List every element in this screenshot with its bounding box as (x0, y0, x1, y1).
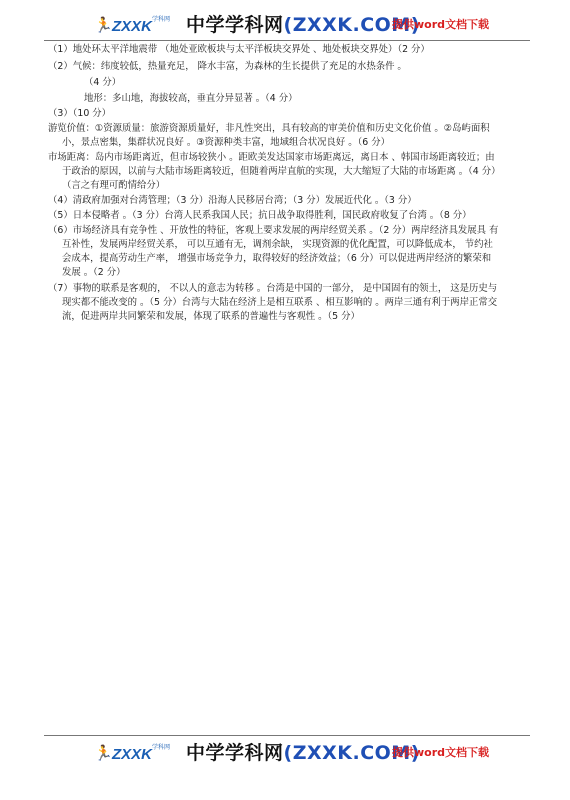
answer-line: （7）事物的联系是客观的， 不以人的意志为转移 。台湾是中国的一部分， 是中国固有的领土， 这是历史与 (48, 283, 498, 294)
download-note: 提供word文档下载 (392, 746, 490, 759)
answer-line: 于政治的原因，以前与大陆市场距离较近，但随着两岸直航的实现，大大缩短了大陆的市场距离 。（4 分） (62, 166, 501, 177)
answer-line: 游览价值：①资源质量：旅游资源质量好，非凡性突出，具有较高的审美价值和历史文化价值 。②岛屿面积 (48, 123, 490, 134)
answer-line: （1）地处环太平洋地震带 （地处亚欧板块与太平洋板块交界处 、地处板块交界处）（2 分） (48, 44, 430, 55)
answer-line: 小，景点密集，集群状况良好 。③资源种类丰富，地域组合状况良好 。（6 分） (62, 137, 390, 148)
site-name: 中学学科网 (186, 742, 284, 764)
answer-line: 发展 。（2 分） (62, 267, 126, 278)
answer-line: 地形：多山地，海拔较高，垂直分异显著 。（4 分） (84, 93, 298, 104)
answer-line: 现实都不能改变的 。（5 分）台湾与大陆在经济上是相互联系 、相互影响的 。两岸三通有利于两岸正常交 (62, 297, 498, 308)
logo-sub: 学科网 (152, 16, 171, 23)
page-footer (0, 736, 570, 770)
zxxk-logo (94, 742, 176, 766)
answer-line: 互补性，发展两岸经贸关系， 可以互通有无，调剂余缺， 实现资源的优化配置，可以降低成本， 节约社 (62, 239, 493, 250)
logo-text: ZXXK (112, 746, 153, 763)
answer-line: 流，促进两岸共同繁荣和发展，体现了联系的普遍性与客观性 。（5 分） (62, 311, 360, 322)
site-title (186, 738, 420, 765)
answer-line: 会成本，提高劳动生产率， 增强市场竞争力，取得较好的经济效益；（6 分）可以促进两岸经济的繁荣和 (62, 253, 492, 264)
answer-line: （3）（10 分） (48, 108, 112, 119)
logo-text: ZXXK (112, 18, 153, 35)
site-name: 中学学科网 (186, 14, 284, 36)
answer-line: 市场距离：岛内市场距离近，但市场较狭小 。距欧美发达国家市场距离远，离日本 、韩国市场距离较近；由 (48, 152, 495, 163)
answer-line: （2）气候：纬度较低，热量充足， 降水丰富，为森林的生长提供了充足的水热条件 。 (48, 61, 407, 72)
answer-line: （4）清政府加强对台湾管理；（3 分）沿海人民移居台湾；（3 分）发展近代化 。（3 分） (48, 195, 417, 206)
answer-line: （6）市场经济具有竞争性 、开放性的特征，客观上要求发展的两岸经贸关系 。（2 分）两岸经济具发展具 有 (48, 225, 499, 236)
logo-figure-icon: 🏃 (94, 16, 113, 34)
site-domain: (ZXXK.COM) (283, 742, 420, 764)
answer-line: （4 分） (84, 77, 122, 88)
answer-line: （言之有理可酌情给分） (62, 180, 166, 191)
download-note: 提供word文档下载 (392, 18, 490, 31)
logo-figure-icon: 🏃 (94, 744, 113, 762)
logo-sub: 学科网 (152, 744, 171, 751)
site-domain: (ZXXK.COM) (283, 14, 420, 36)
answer-line: （5）日本侵略者 。（3 分）台湾人民系我国人民；抗日战争取得胜利，国民政府收复了台湾 。（8 分） (48, 210, 472, 221)
